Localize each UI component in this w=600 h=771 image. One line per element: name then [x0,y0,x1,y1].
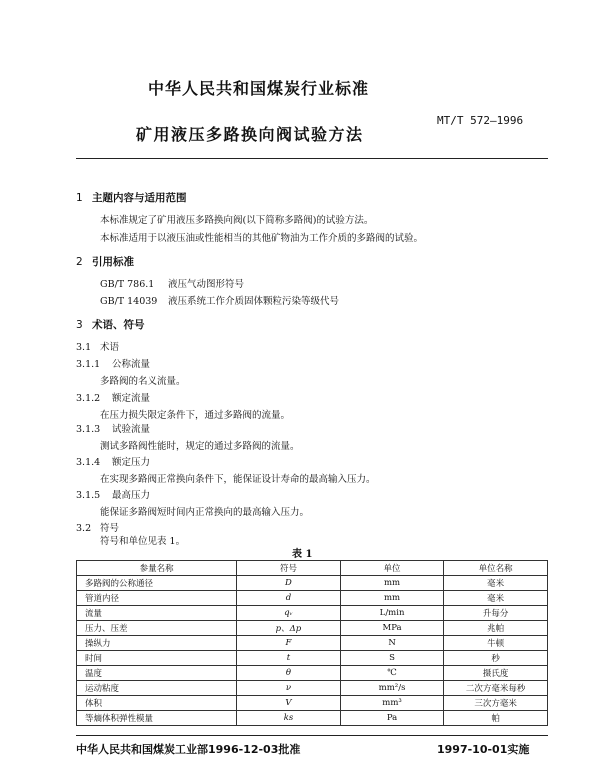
table-cell: mm²/s [340,681,444,696]
table-cell: 毫米 [444,576,548,591]
term-description: 测试多路阀性能时，规定的通过多路阀的流量。 [100,441,300,452]
table-cell: MPa [340,621,444,636]
footer-rule [76,735,548,736]
term-description: 在实现多路阀正常换向条件下，能保证设计寿命的最高输入压力。 [100,474,376,485]
table-row [77,576,548,591]
table-cell: 多路阀的公称通径 [77,576,237,591]
table-row [77,651,548,666]
table-cell: 管道内径 [77,591,237,606]
table-cell: 毫米 [444,591,548,606]
table-row [77,636,548,651]
term-description: 在压力损失限定条件下，通过多路阀的流量。 [100,410,291,421]
symbols-table [76,560,548,726]
table-cell: 秒 [444,651,548,666]
table-row [77,681,548,696]
table-cell: V [237,696,341,711]
section-1-para-1: 本标准规定了矿用液压多路换向阀(以下简称多路阀)的试验方法。 [100,215,374,226]
table-reference-text: 符号和单位见表 1。 [100,536,186,547]
reference-item: GB/T 14039 液压系统工作介质固体颗粒污染等级代号 [100,296,340,307]
table-cell: 二次方毫米每秒 [444,681,548,696]
table-cell: θ [237,666,341,681]
table-row [77,606,548,621]
table-cell: t [237,651,341,666]
term-description: 多路阀的名义流量。 [100,376,186,387]
section-1-para-2: 本标准适用于以液压油或性能相当的其他矿物油为工作介质的多路阀的试验。 [100,233,424,244]
table-cell: 温度 [77,666,237,681]
table-row [77,711,548,726]
table-cell: p、Δp [237,621,341,636]
table-cell: 帕 [444,711,548,726]
table-row [77,696,548,711]
section-3-heading: 3 术语、符号 [76,319,145,331]
table-cell: 三次方毫米 [444,696,548,711]
term-heading: 3.1.2 额定流量 [76,393,151,404]
term-heading: 3.1.4 额定压力 [76,457,151,468]
column-header: 符号 [237,561,341,576]
table-cell: 压力、压差 [77,621,237,636]
table-cell: 牛顿 [444,636,548,651]
term-heading: 3.1.5 最高压力 [76,490,151,501]
column-header: 单位 [340,561,444,576]
table-cell: 升每分 [444,606,548,621]
table-cell: 运动粘度 [77,681,237,696]
table-cell: 流量 [77,606,237,621]
table-cell: 兆帕 [444,621,548,636]
table-row [77,666,548,681]
table-cell: ν [237,681,341,696]
table-cell: 摄氏度 [444,666,548,681]
table-cell: 操纵力 [77,636,237,651]
table-cell: N [340,636,444,651]
approval-date: 中华人民共和国煤炭工业部1996-12-03批准 [76,743,301,756]
table-cell: 等熵体积弹性模量 [77,711,237,726]
term-heading: 3.1.1 公称流量 [76,359,151,370]
table-cell: mm [340,576,444,591]
effective-date: 1997-10-01实施 [437,743,530,756]
table-cell: 时间 [77,651,237,666]
table-cell: L/min [340,606,444,621]
table-cell: F [237,636,341,651]
header-rule [76,158,548,159]
standard-org: 中华人民共和国煤炭行业标准 [148,79,370,98]
column-header: 参量名称 [77,561,237,576]
term-description: 能保证多路阀短时间内正常换向的最高输入压力。 [100,507,310,518]
table-header-row [77,561,548,576]
reference-item: GB/T 786.1 液压气动图形符号 [100,279,245,290]
table-caption: 表 1 [292,549,313,560]
term-heading: 3.1.3 试验流量 [76,424,151,435]
table-row [77,621,548,636]
subsection-3-1-heading: 3.1 术语 [76,342,120,353]
page-title: 矿用液压多路换向阀试验方法 [136,125,364,144]
table-row [77,591,548,606]
table-cell: Pa [340,711,444,726]
section-2-heading: 2 引用标准 [76,256,134,268]
section-1-heading: 1 主题内容与适用范围 [76,192,187,204]
table-cell: mm [340,591,444,606]
table-cell: d [237,591,341,606]
table-cell: 体积 [77,696,237,711]
standard-code: MT/T 572—1996 [437,114,524,127]
table-cell: ks [237,711,341,726]
table-cell: D [237,576,341,591]
table-cell: S [340,651,444,666]
table-cell: qᵥ [237,606,341,621]
subsection-3-2-heading: 3.2 符号 [76,523,120,534]
column-header: 单位名称 [444,561,548,576]
table-cell: mm³ [340,696,444,711]
table-cell: ℃ [340,666,444,681]
